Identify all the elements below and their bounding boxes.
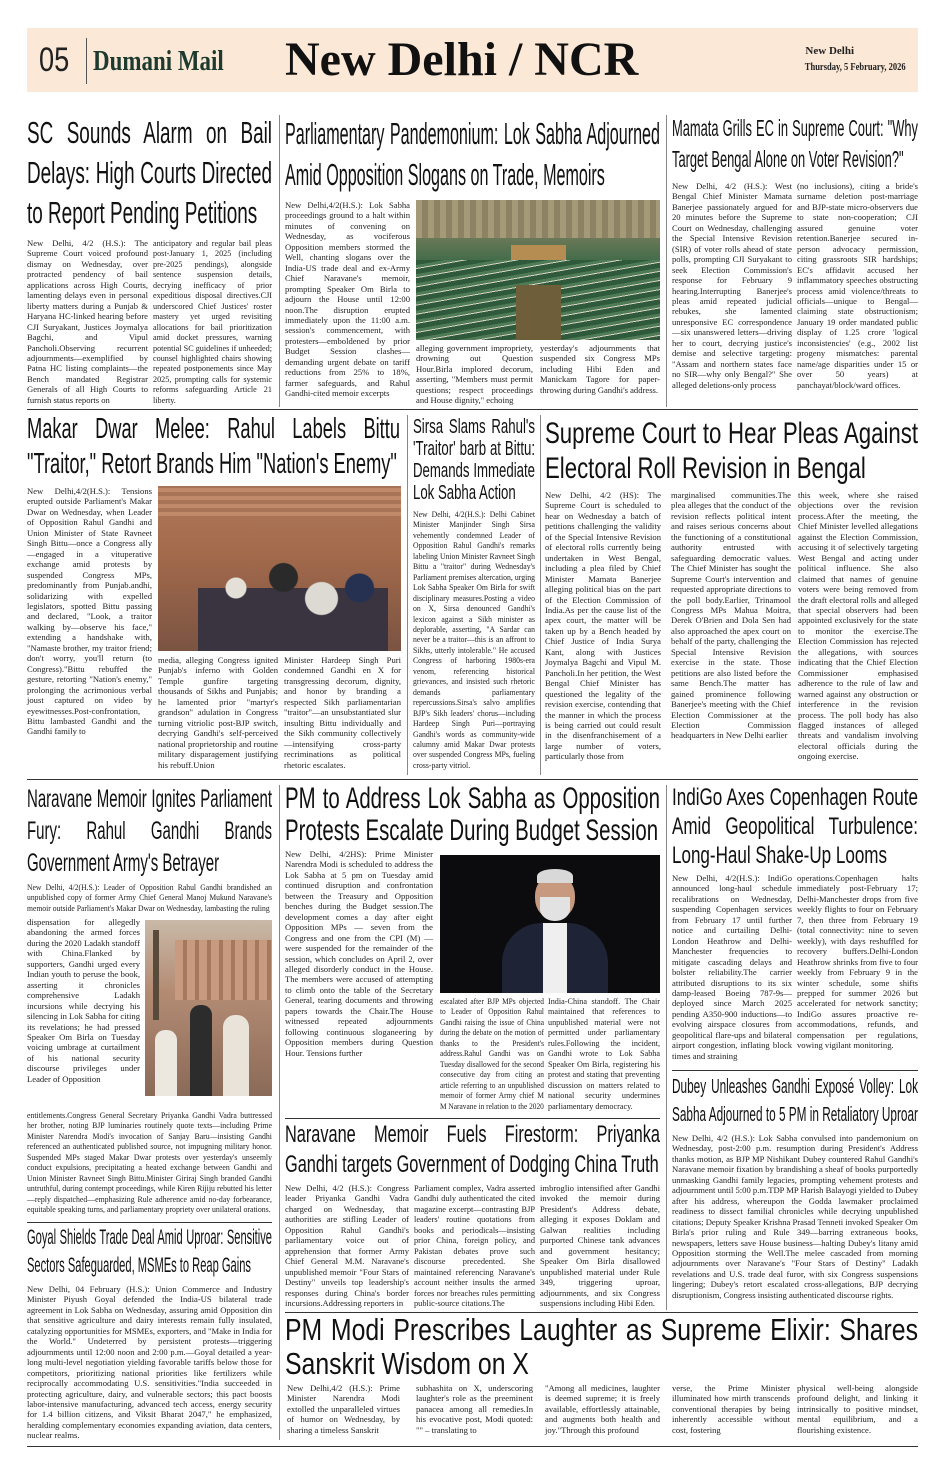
article-column <box>285 200 410 406</box>
article-column <box>672 873 792 1068</box>
headline-box <box>672 1073 918 1131</box>
page-number: 05 <box>39 41 70 79</box>
column-rule <box>666 115 667 407</box>
article-column <box>797 1383 918 1443</box>
article-body: alleging government impropriety, drowning out Question Hour.Birla implored decorum, asserting, "Members must permit questions; respect proceedings and House dignity," echoing <box>416 343 533 406</box>
headline: Makar Dwar Melee: Rahul Labels Bittu "Traitor," Retort Brands Him "Nation's Enemy" <box>27 413 400 480</box>
headline-box <box>285 783 660 847</box>
headline-box <box>413 416 535 506</box>
issue-date: Thursday, 5 February, 2026 <box>805 62 906 73</box>
column-rule <box>540 415 541 775</box>
article-column <box>27 917 140 1108</box>
article-body: New Delhi, 4/2(H.S.): Delhi Cabinet Minister Manjinder Singh Sirsa vehemently condemned Leader of Opposition Rahul Gandhi's remarks labeling Union Minister Ravneet Singh Bittu a "traitor" during Wednesday's Parliament premises altercation, urging Lok Sabha Speaker Om Birla for swift disciplinary measures.Posting a video on X, Sirsa denounced Gandhi's lexicon against a Sikh minister as deplorable, asserting, "A Sardar can never be a traitor—this is an affront to Sikhs, utterly intolerable." He accused Congress of harboring 1980s-era venom, referencing historical grievances, and insisted such rhetoric demands parliamentary repercussions.Sirsa's salvo amplifies BJP's Sikh leaders' chorus—including Hardeep Singh Puri—portraying Gandhi's words as community-wide calumny amid Makar Dwar protests over suspended Congress MPs, fueling cross-party vitriol. <box>413 509 535 770</box>
article-column <box>27 238 148 406</box>
article-body: marginalised communities.The plea alleges that the conduct of the revision reflects political intent and raises serious concerns about the functioning of a constitutional authority entrusted with safeguarding democratic values. The Chief Minister has sought the Supreme Court's intervention and requested appropriate directions to the poll body.Earlier, Trinamool Congress MPs Mahua Moitra, Derek O'Brien and Dola Sen had also approached the apex court on behalf of the party, challenging the Special Intensive Revision exercise in the state. Those petitions are also listed before the same Bench.The matter has gained prominence following Banerjee's meeting with the Chief Election Commissioner at the Election Commission headquarters in New Delhi earlier <box>671 490 791 741</box>
article-body: New Delhi, 4/2 (H.S.): The Supreme Court voiced profound dismay on Wednesday, over protracted pendency of bail applications across High Courts, lamenting delays even in personal liberty matters during a Punjab & Haryana HC-linked hearing before CJI Suryakant, Justices Joymalya Bagchi, and Vipul Pancholi.Observing recurrent adjournments—exemplified by Patna HC listing complaints—the Bench mandated Registrar Generals of all High Courts to furnish status reports on <box>27 238 148 405</box>
article-column <box>27 486 152 776</box>
headline-box <box>672 113 918 179</box>
column-rule <box>279 785 280 1440</box>
article-column <box>672 1133 918 1310</box>
dateline-city: New Delhi <box>805 45 854 57</box>
article-body: New Delhi, 04 February (H.S.): Union Commerce and Industry Minister Piyush Goyal defended the India-US bilateral trade agreement in Lok Sabha on Wednesday, assuring amid Opposition din that sensitive agriculture and dairy interests remain fully insulated, catalyzing opportunities for MSMEs, exporters, and "Make in India for the World." Undeterred by persistent protests—triggering adjournments until 12:00 noon and 2:00 p.m.—Goyal detailed a year-long multi-level negotiation yielding favorable tariffs below those for competitors, prioritizing national priorities like fertilizers while reciprocally accommodating U.S. sensitivities."India succeeded in protecting agriculture, dairy, and vulnerable sectors; this pact boosts labor-intensive manufacturing, advanced tech access, energy security for 1.4 billion citizens, and Viksit Bharat 2047," he emphasized, heralding complementary economies expanding aviation, data centers, nuclear realms. <box>27 1284 272 1441</box>
article-column <box>285 1183 409 1311</box>
headline-box <box>285 113 660 197</box>
article-body: dispensation for allegedly abandoning the armed forces during the 2020 Ladakh standoff with China.Flanked by supporters, Gandhi urged every Indian youth to peruse the book, asserting it chronicles comprehensive Ladakh incursions while decrying his silencing in Lok Sabha for citing its revelations; he had pressed Speaker Om Birla on Tuesday voicing umbrage at curtailment of his national security discourse privileges under Leader of Opposition <box>27 917 140 1084</box>
row-rule <box>27 409 918 410</box>
article-column <box>548 996 660 1117</box>
headline: IndiGo Axes Copenhagen Route Amid Geopolitical Turbulence: Long-Haul Shake-Up Looms <box>672 784 918 869</box>
headline-box <box>27 1224 272 1281</box>
article-body: New Delhi, 4/2 (HS): The Supreme Court is scheduled to hear on Wednesday a batch of petitions challenging the validity of the Special Intensive Revision of electoral rolls currently being undertaken in West Bengal, including a plea filed by Chief Minister Mamata Banerjee alleging political bias on the part of the Election Commission of India.As per the cause list of the apex court, the matter will be taken up by a Bench headed by Chief Justice of India Surya Kant, along with Justices Joymalya Bagchi and Vipul M. Pancholi.In her petition, the West Bengal Chief Minister has questioned the legality of the revision exercise, contending that the manner in which the process is being carried out could result in the disenfranchisement of a large number of voters, particularly those from <box>545 490 661 762</box>
headline: SC Sounds Alarm on Bail Delays: High Courts Directed to Report Pending Petitions <box>27 115 272 230</box>
article-column <box>287 1383 400 1443</box>
lok-sabha-chamber-photo <box>416 200 660 340</box>
page-bottom-rule <box>27 1446 918 1447</box>
headline-box <box>285 1313 918 1381</box>
article-body: anticipatory and regular bail pleas post-January 1, 2025 (including pre-2025 pendings), alongside sentence suspension details, decrying inefficacy of prior expeditious disposal directives.CJI underscored Chief Justices' roster mastery yet urged revisiting allocations for bail prioritization amid docket pressures, warning potential SC guidelines if unheeded; counsel highlighted chairs showing repeated postponements since May 2025, prompting calls for systemic reforms safeguarding Article 21 liberty. <box>153 238 272 405</box>
article-column <box>27 1284 272 1442</box>
article-column <box>158 655 278 776</box>
article-body: media, alleging Congress ignited Punjab's inferno with Golden Temple gunfire targeting thousands of Sikhs and Punjabis; he lamented prior "martyr's grandson" adulation in Congress turning vitriolic post-BJP switch, decrying Gandhi's self-perceived national proprietorship and routine military disparagement justifying his rebuff.Union <box>158 655 278 770</box>
article-column <box>153 238 272 406</box>
headline-box <box>672 783 918 871</box>
headline: Dubey Unleashes Gandhi Exposé Volley: Lok Sabha Adjourned to 5 PM in Retaliatory Uproar <box>672 1076 918 1126</box>
headline: Goyal Shields Trade Deal Amid Uproar: Sensitive Sectors Safeguarded, MSMEs to Reap Gains <box>27 1226 272 1277</box>
column-rule <box>407 415 408 775</box>
headline: Parliamentary Pandemonium: Lok Sabha Adjourned Amid Opposition Slogans on Trade, Memoirs <box>285 116 660 192</box>
column-rule <box>666 785 667 1310</box>
article-body: New Delhi, 4/2 (H.S.): Congress leader Priyanka Gandhi Vadra charged on Wednesday, that authorities are stifling Leader of Opposition Rahul Gandhi's parliamentary voice out of apprehension that former Army Chief General M.M. Naravane's unpublished memoir "Four Stars of Destiny" unveils top leadership's responses during China's border incursions.Addressing reporters in <box>285 1183 409 1308</box>
article-column <box>545 490 661 774</box>
article-column <box>798 490 918 774</box>
article-body: Parliament complex, Vadra asserted Gandhi duly authenticated the cited magazine excerpt—contrasting BJP leaders' routine quotations from books and periodicals—insisting prior China, foreign policy, and Pakistan debates prove such discourse precedented. She maintained referencing Naravane's account neither insults the armed forces nor breaches rules permitting public-source citations.The <box>414 1183 535 1308</box>
article-body: New Delhi, 4/2HS): Prime Minister Narendra Modi is scheduled to address the Lok Sabha at 5 pm on Tuesday amid continued disruption and confrontation between the Treasury and Opposition benches during the Budget session.The development comes a day after eight Opposition MPs — seven from the Congress and one from the CPI (M) — were suspended for the remainder of the session, which concludes on April 2, over alleged disorderly conduct in the House. The members were accused of attempting to climb onto the table of the Secretary General, tearing documents and throwing papers towards the Chair.The House witnessed repeated adjournments following continuous sloganeering by Opposition members during Question Hour. Tensions further <box>285 849 433 1058</box>
pm-modi-photo <box>440 855 660 993</box>
article-column <box>440 996 544 1117</box>
article-column <box>545 1383 660 1443</box>
article-body: physical well-being alongside profound delight, and linking it intrinsically to positive mindset, mental equilibrium, and a flourishing existence. <box>797 1383 918 1435</box>
column-rule <box>279 115 280 407</box>
article-column <box>797 873 918 1068</box>
rahul-gandhi-memoir-photo <box>145 920 272 1096</box>
headline-box <box>545 416 918 487</box>
article-body: New Delhi,4/2 (H.S.): Prime Minister Narendra Modi extolled the unparalleled virtues of humor on Wednesday, by sharing a timeless Sanskrit <box>287 1383 400 1435</box>
article-body: entitlements.Congress General Secretary Priyanka Gandhi Vadra buttressed her brother, noting BJP luminaries routinely quote texts—including Prime Minister Narendra Modi's invocation of Sanjay Baru—insisting Gandhi referenced an authenticated published source, not impugning military honor. Suspended MPs staged Makar Dwar protests over yesterday's unseemly conduct expulsions, precipitating a heated exchange between Gandhi and Union Minister Ravneet Singh Bittu.Minister Giriraj Singh branded Gandhi untruthful, during contempt proceedings, while Kiren Rijiju rebutted his letter—reply dispatched—emphasizing Rule adherence amid no-day forbearance, equitable speaking turns, and parliamentary propriety over unilateral orations. <box>27 1110 272 1215</box>
article-body: India-China standoff. The Chair maintained that references to unpublished material were not permitted under parliamentary rules.Following the incident, Gandhi wrote to Lok Sabha Speaker Om Birla, registering his protest and stating that preventing discussion on matters related to national security undermines parliamentary democracy. <box>548 996 660 1111</box>
article-body: subhashita on X, underscoring laughter's role as the preeminent panacea among all remedies.In his evocative post, Modi quoted: "" – translating to <box>416 1383 533 1435</box>
article-body: Minister Hardeep Singh Puri condemned Gandhi en X for transgressing decorum, dignity, and honor by branding a respected Sikh parliamentarian "traitor"—an unsubstantiated slur insulting Bittu individually and the Sikh community collectively—intensifying cross-party recriminations as political rhetoric escalates. <box>284 655 401 770</box>
headline: Mamata Grills EC in Supreme Court: "Why Target Bengal Alone on Voter Revision?" <box>672 115 918 172</box>
article-column <box>414 1183 535 1311</box>
article-body: verse, the Prime Minister illuminated how mirth transcends conventional therapies by being inherently accessible without cost, fostering <box>672 1383 790 1435</box>
headline-box <box>285 1120 660 1181</box>
article-body: New Delhi,4/2(H.S.): Lok Sabha proceedings ground to a halt within minutes of convening on Wednesday, as vociferous Opposition members stormed the Well, chanting slogans over the India-US trade deal and ex-Army Chief Naravane's memoir, prompting Speaker Om Birla to adjourn the House until 12:00 noon.The disruption erupted immediately upon the 11:00 a.m. session's commencement, with protesters—emboldened by prior Budget Session clashes—demanding urgent debate on tariff reductions from 25% to 18%, farmer safeguards, and Rahul Gandhi-cited memoir excerpts <box>285 200 410 399</box>
article-column <box>540 1183 660 1311</box>
masthead-divider <box>86 38 87 84</box>
article-body: imbroglio intensified after Gandhi invoked the memoir during President's Address debate, alleging it exposes Doklam and Galwan realities including purported Chinese tank advances and government hesitancy; Speaker Om Birla disallowed unpublished material under Rule 349, triggering uproar, adjournments, and six Congress suspensions including Hibi Eden. <box>540 1183 660 1308</box>
makar-dwar-protest-photo <box>158 486 401 651</box>
headline: PM Modi Prescribes Laughter as Supreme Elixir: Shares Sanskrit Wisdom on X <box>285 1312 918 1381</box>
article-column <box>540 343 660 406</box>
row-rule <box>672 1070 918 1071</box>
article-body: "Among all medicines, laughter is deemed supreme; it is freely available, effortlessly attainable, and augments both health and joy."Through this profound <box>545 1383 660 1435</box>
article-body: (no inclusions), citing a bride's surname deletion post-marriage and BJP-state micro-observers due to state non-cooperation; CJI assured genuine voter retention.Banerjee secured in-person advocacy permission, citing grassroots SIR hardships; EC's affidavit accused her inflammatory speeches obstructing process amid violence/threats to officials—unique to Bengal—claiming state obstructionism; January 19 order mandated public display of 1.25 crore 'logical inconsistencies' (e.g., 2002 list progeny mismatches: parental name/age disparities under 15 or over 50 years) at panchayat/block/ward offices. <box>797 181 918 390</box>
article-column <box>284 655 401 776</box>
paper-name: Dumani Mail <box>93 46 224 77</box>
section-title: New Delhi / NCR <box>285 33 639 86</box>
article-column <box>672 1383 790 1443</box>
article-body: yesterday's adjournments that suspended six Congress MPs including Hibi Eden and Manickam Tagore for paper-throwing during Gandhi's address. <box>540 343 660 395</box>
headline-box <box>27 113 272 235</box>
article-column <box>416 343 533 406</box>
masthead <box>27 28 918 92</box>
headline: Supreme Court to Hear Pleas Against Electoral Roll Revision in Bengal <box>545 417 918 485</box>
article-body: operations.Copenhagen halts immediately post-February 17; Delhi-Manchester drops from five weekly flights to four on February 7, then three from February 19 (total connectivity: nine to seven weekly), with days reshuffled for recovery buffers.Delhi-London Heathrow shrinks from five to four weekly from February 9 in the winter schedule, some shifts prepped for summer 2026 but accelerated for network sanctity; IndiGo assures proactive re-accommodations, refunds, and compensation per regulations, vowing vigilant monitoring. <box>797 873 918 1051</box>
headline-box <box>27 412 400 483</box>
article-body: New Delhi,4/2(H.S.): Tensions erupted outside Parliament's Makar Dwar on Wednesday, when Leader of Opposition Rahul Gandhi and Union Minister of State Ravneet Singh Bittu—once a Congress ally—engaged in a vituperative exchange amid protests by suspended Congress MPs, predominantly from Punjab.andhi, solidarizing with expelled legislators, spotted Bittu passing and declared, "Look, a traitor walking by—observe his face," extending a handshake with, "Namaste brother, my traitor friend; don't worry, you'll return (to Congress)."Bittu rebuffed the gesture, retorting "Nation's enemy," prolonging the acrimonious verbal joust captured on video by eyewitnesses.Post-confrontation, Bittu lambasted Gandhi and the Gandhi family to <box>27 486 152 737</box>
article-body: New Delhi, 4/2(H.S.): Leader of Opposition Rahul Gandhi brandished an unpublished copy of former Army Chief General Manoj Mukund Naravane's memoir outside Parliament's Makar Dwar on Wednesday, lambasting the ruling <box>27 882 272 913</box>
article-column <box>27 882 272 915</box>
article-body: New Delhi, 4/2 (H.S.): Lok Sabha convulsed into pandemonium on Wednesday, post-2:00 p.m. resumption during President's Address thanks motion, as BJP MP Nishikant Dubey countered Rahul Gandhi's Naravane memoir fixation by brandishing a sheaf of books purportedly unmasking Gandhi family legacies, prompting vehement protests and adjournment until 5:00 p.m.TDP MP Harish Balayogi yielded to Dubey after his address, whereupon the Godda lawmaker proclaimed readiness to dissect familial chronicles while decrying unpublished citations; Deputy Speaker Krishna Prasad Tenneti invoked Speaker Om Birla's prior ruling and Rule 349—barring extraneous books, newspapers, letters save House business—halting Dubey's litany amid Opposition storming the Well.The melee cascaded from morning adjournments over Naravane's "Four Stars of Destiny" Ladakh revelations and U.S. trade deal furor, with six Congress suspensions lingering; Dubey's retort escalated cross-allegations, BJP decrying disruptionism, Congress insisting authenticated discourse rights. <box>672 1133 918 1300</box>
article-column <box>413 509 535 776</box>
article-column <box>27 1110 272 1220</box>
article-column <box>671 490 791 774</box>
article-body: this week, where she raised objections over the revision process.After the meeting, the Chief Minister levelled allegations against the Election Commission, accusing it of selectively targeting West Bengal and acting under political influence. She also claimed that names of genuine voters were being removed from the draft electoral rolls and alleged that special observers had been appointed exclusively for the state to monitor the exercise.The Election Commission has rejected the allegations, with sources indicating that the Chief Election Commissioner emphasised adherence to the rule of law and warned against any obstruction or interference in the revision process. The poll body has also flagged instances of alleged threats and vandalism involving electoral officials during the ongoing exercise. <box>798 490 918 762</box>
article-column <box>285 849 433 1117</box>
headline: Naravane Memoir Ignites Parliament Fury: Rahul Gandhi Brands Government Army's Betrayer <box>27 785 272 877</box>
article-body: escalated after BJP MPs objected to Leader of Opposition Rahul Gandhi raising the issue of China during the debate on the motion of thanks to the President's address.Rahul Gandhi was on Tuesday disallowed for the second consecutive day from citing an article referring to an unpublished memoir of former Army chief M M Naravane in relation to the 2020 <box>440 996 544 1111</box>
headline: Naravane Memoir Fuels Firestorm: Priyanka Gandhi targets Government of Dodging China Truth <box>285 1121 660 1178</box>
article-column <box>672 181 792 406</box>
row-rule <box>27 1222 272 1223</box>
headline: PM to Address Lok Sabha as Opposition Protests Escalate During Budget Session <box>285 782 660 847</box>
headline-box <box>27 783 272 879</box>
article-column <box>416 1383 533 1443</box>
row-rule <box>27 779 918 780</box>
article-body: New Delhi, 4/2 (H.S.): West Bengal Chief Minister Mamata Banerjee passionately argued for 20 minutes before the Supreme Court on Wednesday, challenging the Special Intensive Revision (SIR) of voter rolls ahead of state polls, prompting CJI Suryakant to seek Election Commission's response for February 9 hearing.Interrupting Banerjee's pleas amid repeated judicial rebukes, she lamented unresponsive EC correspondence—six unanswered letters—driving her to court, decrying justice's demise and selective targeting: "Assam and northern states face no SIR—why only Bengal?" She alleged deletions-only process <box>672 181 792 390</box>
row-rule <box>285 1118 660 1119</box>
article-column <box>797 181 918 406</box>
article-body: New Delhi, 4/2(H.S.): IndiGo announced long-haul schedule recalibrations on Wednesday, suspending Copenhagen services from February 17 until further notice and curtailing Delhi-London Heathrow and Delhi-Manchester frequencies to mitigate cascading delays and bolster reliability.The carrier attributed disruptions to its six damp-leased Boeing 787-9s—deployed since March 2025 pending A350-900 inductions—to evolving airspace closures from geopolitical flare-ups and bilateral airport congestion, inflating block times and straining <box>672 873 792 1061</box>
headline: Sirsa Slams Rahul's 'Traitor' barb at Bittu: Demands Immediate Lok Sabha Action <box>413 416 535 504</box>
